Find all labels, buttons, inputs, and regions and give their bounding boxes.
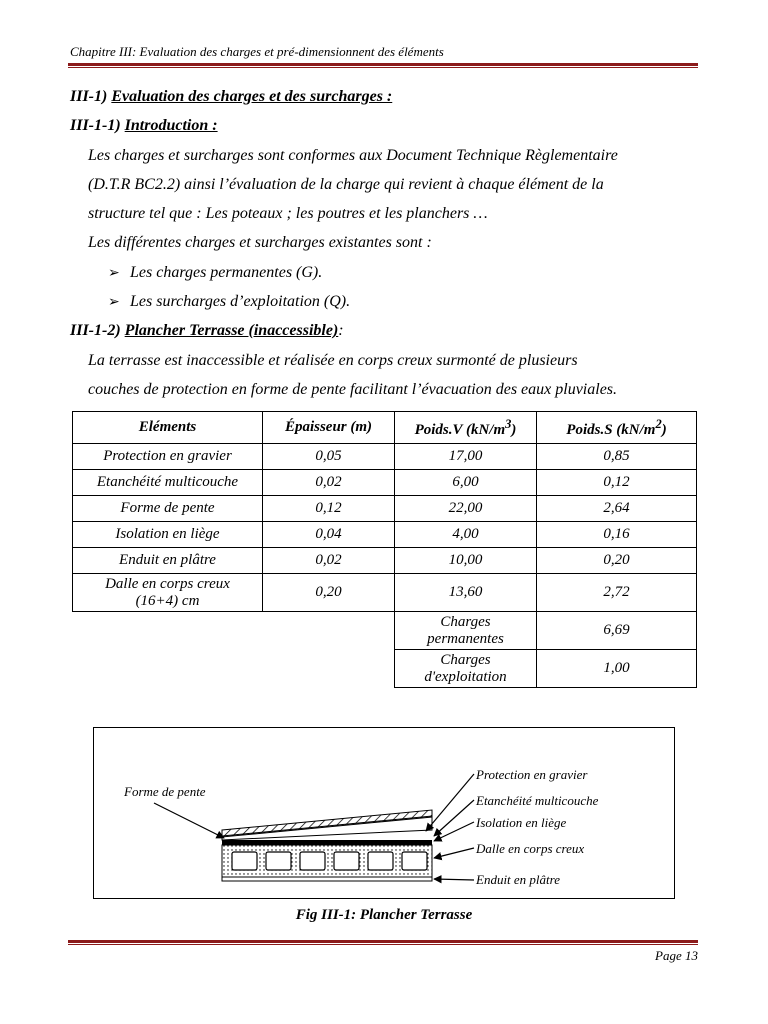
paragraph-line: structure tel que : Les poteaux ; les poutres et les planchers … [88, 205, 488, 222]
paragraph-line: couches de protection en forme de pente facilitant l’évacuation des eaux pluviales. [88, 381, 618, 398]
slab-cross-section-diagram [94, 728, 674, 898]
section-colon: : [338, 322, 344, 339]
table-cell: Protection en gravier [73, 444, 263, 470]
insulation-layer [222, 840, 432, 845]
table-cell: Charges permanentes [395, 612, 537, 650]
column-header: Poids.S $(kN/m^2)$ [537, 412, 697, 444]
table-cell: 6,69 [537, 612, 697, 650]
table-cell: 4,00 [395, 522, 537, 548]
table-cell: 2,64 [537, 496, 697, 522]
figure-label: Forme de pente [124, 784, 206, 799]
paragraph-line: Les différentes charges et surcharges existantes sont : [88, 234, 432, 251]
section-heading-1-2 [70, 322, 344, 340]
arrow-bullet-icon: ➢ [108, 295, 120, 310]
table-cell: 17,00 [395, 444, 537, 470]
paragraph-line: Les charges et surcharges sont conformes aux Document Technique Règlementaire [88, 147, 618, 164]
table-total-row [73, 650, 697, 688]
table-cell: Isolation en liège [73, 522, 263, 548]
table-row [73, 522, 697, 548]
table-cell: Charges d'exploitation [395, 650, 537, 688]
table-cell: Enduit en plâtre [73, 548, 263, 574]
header-rule-thin [68, 67, 698, 68]
header-rule [68, 63, 698, 66]
section-title: Evaluation des charges et des surcharges : [111, 88, 393, 105]
paragraph-line: La terrasse est inaccessible et réalisée en corps creux surmonté de plusieurs [88, 352, 578, 369]
section-title: Plancher Terrasse (inaccessible) [124, 322, 339, 339]
table-cell: 0,20 [537, 548, 697, 574]
section-title: Introduction : [124, 117, 218, 134]
table-cell: 0,02 [263, 548, 395, 574]
paragraph-line: (D.T.R BC2.2) ainsi l’évaluation de la charge qui revient à chaque élément de la [88, 176, 604, 193]
figure-label: Dalle en corps creux [476, 841, 585, 856]
table-cell: Forme de pente [73, 496, 263, 522]
table-cell: 0,12 [263, 496, 395, 522]
list-item [108, 264, 322, 282]
page-number: Page 13 [655, 948, 698, 963]
figure-label: Isolation en liège [476, 815, 567, 830]
table-cell: 13,60 [395, 574, 537, 612]
table-cell: 2,72 [537, 574, 697, 612]
plaster-layer [222, 877, 432, 881]
figure-label: Enduit en plâtre [476, 872, 561, 887]
section-heading-1-1 [70, 117, 218, 135]
column-header: Eléments [73, 412, 263, 444]
table-header-row [73, 412, 697, 444]
section-number: III-1) [70, 88, 112, 105]
table-row [73, 444, 697, 470]
footer-rule-thin [68, 944, 698, 945]
table-cell: 0,12 [537, 470, 697, 496]
table-cell: 0,85 [537, 444, 697, 470]
table-row [73, 496, 697, 522]
table-cell: 10,00 [395, 548, 537, 574]
loads-table [72, 411, 697, 688]
arrow-bullet-icon: ➢ [108, 266, 120, 281]
table-cell: 0,16 [537, 522, 697, 548]
list-item-text: Les charges permanentes (G). [130, 264, 323, 281]
table-row [73, 470, 697, 496]
table-cell: 0,05 [263, 444, 395, 470]
list-item [108, 293, 350, 311]
list-item-text: Les surcharges d’exploitation (Q). [130, 293, 351, 310]
table-total-row [73, 612, 697, 650]
section-number: III-1-1) [70, 117, 125, 134]
figure-label: Etanchéité multicouche [476, 793, 599, 808]
table-cell: 1,00 [537, 650, 697, 688]
column-header: Épaisseur (m) [263, 412, 395, 444]
table-row [73, 574, 697, 612]
section-heading-1 [70, 88, 392, 106]
table-cell: 22,00 [395, 496, 537, 522]
footer-rule [68, 940, 698, 943]
table-cell: 0,04 [263, 522, 395, 548]
table-cell: 0,20 [263, 574, 395, 612]
figure-label: Protection en gravier [476, 767, 588, 782]
chapter-header: Chapitre III: Evaluation des charges et pré-dimensionnent des éléments [70, 44, 444, 59]
column-header: Poids.V $(kN/m^3)$ [395, 412, 537, 444]
section-number: III-1-2) [70, 322, 125, 339]
figure-frame [93, 727, 675, 899]
table-cell: Dalle en corps creux (16+4) cm [73, 574, 263, 612]
figure-caption: Fig III-1: Plancher Terrasse [295, 907, 473, 923]
table-row [73, 548, 697, 574]
table-cell: Etanchéité multicouche [73, 470, 263, 496]
table-cell: 0,02 [263, 470, 395, 496]
table-cell: 6,00 [395, 470, 537, 496]
